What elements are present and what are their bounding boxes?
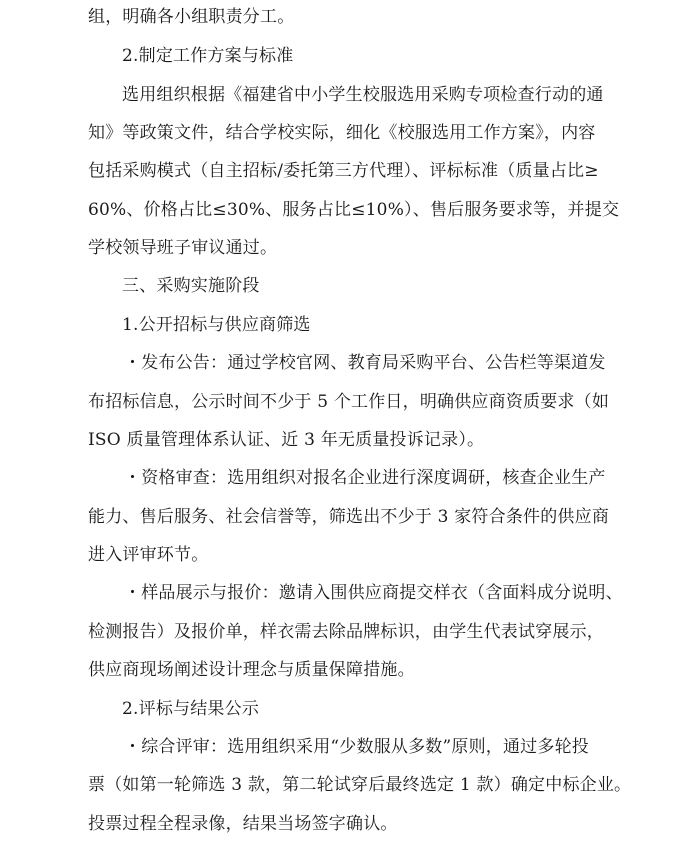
paragraph-line: 布招标信息，公示时间不少于 5 个工作日，明确供应商资质要求（如: [88, 392, 610, 412]
paragraph-line: 知》等政策文件，结合学校实际，细化《校服选用工作方案》，内容: [88, 123, 596, 143]
section-heading: 2.制定工作方案与标准: [122, 46, 294, 66]
bullet-line: ・样品展示与报价：邀请入围供应商提交样衣（含面料成分说明、: [124, 583, 623, 603]
section-heading: 1.公开招标与供应商筛选: [122, 315, 311, 335]
paragraph-line: 能力、售后服务、社会信誉等，筛选出不少于 3 家符合条件的供应商: [88, 507, 610, 527]
bullet-line: ・资格审查：选用组织对报名企业进行深度调研，核查企业生产: [124, 468, 606, 488]
bullet-line: ・综合评审：选用组织采用“少数服从多数”原则，通过多轮投: [124, 737, 589, 757]
paragraph-line: 60%、价格占比≤30%、服务占比≤10%）、售后服务要求等，并提交: [88, 200, 620, 220]
paragraph-line: 选用组织根据《福建省中小学生校服选用采购专项检查行动的通: [122, 85, 604, 105]
section-heading: 2.评标与结果公示: [122, 699, 260, 719]
paragraph-line: 检测报告）及报价单，样衣需去除品牌标识，由学生代表试穿展示，: [88, 622, 604, 642]
paragraph-line: 进入评审环节。: [88, 545, 209, 565]
paragraph-line: ISO 质量管理体系认证、近 3 年无质量投诉记录）。: [88, 430, 485, 450]
paragraph-line: 学校领导班子审议通过。: [88, 238, 278, 258]
paragraph-line: 票（如第一轮筛选 3 款，第二轮试穿后最终选定 1 款）确定中标企业。: [88, 775, 632, 795]
bullet-line: ・发布公告：通过学校官网、教育局采购平台、公告栏等渠道发: [124, 353, 606, 373]
paragraph-line: 包括采购模式（自主招标/委托第三方代理）、评标标准（质量占比≥: [88, 161, 599, 181]
paragraph-line: 组，明确各小组职责分工。: [88, 7, 295, 27]
section-heading: 三、采购实施阶段: [122, 276, 260, 296]
paragraph-line: 投票过程全程录像，结果当场签字确认。: [88, 814, 398, 834]
paragraph-line: 供应商现场阐述设计理念与质量保障措施。: [88, 660, 415, 680]
